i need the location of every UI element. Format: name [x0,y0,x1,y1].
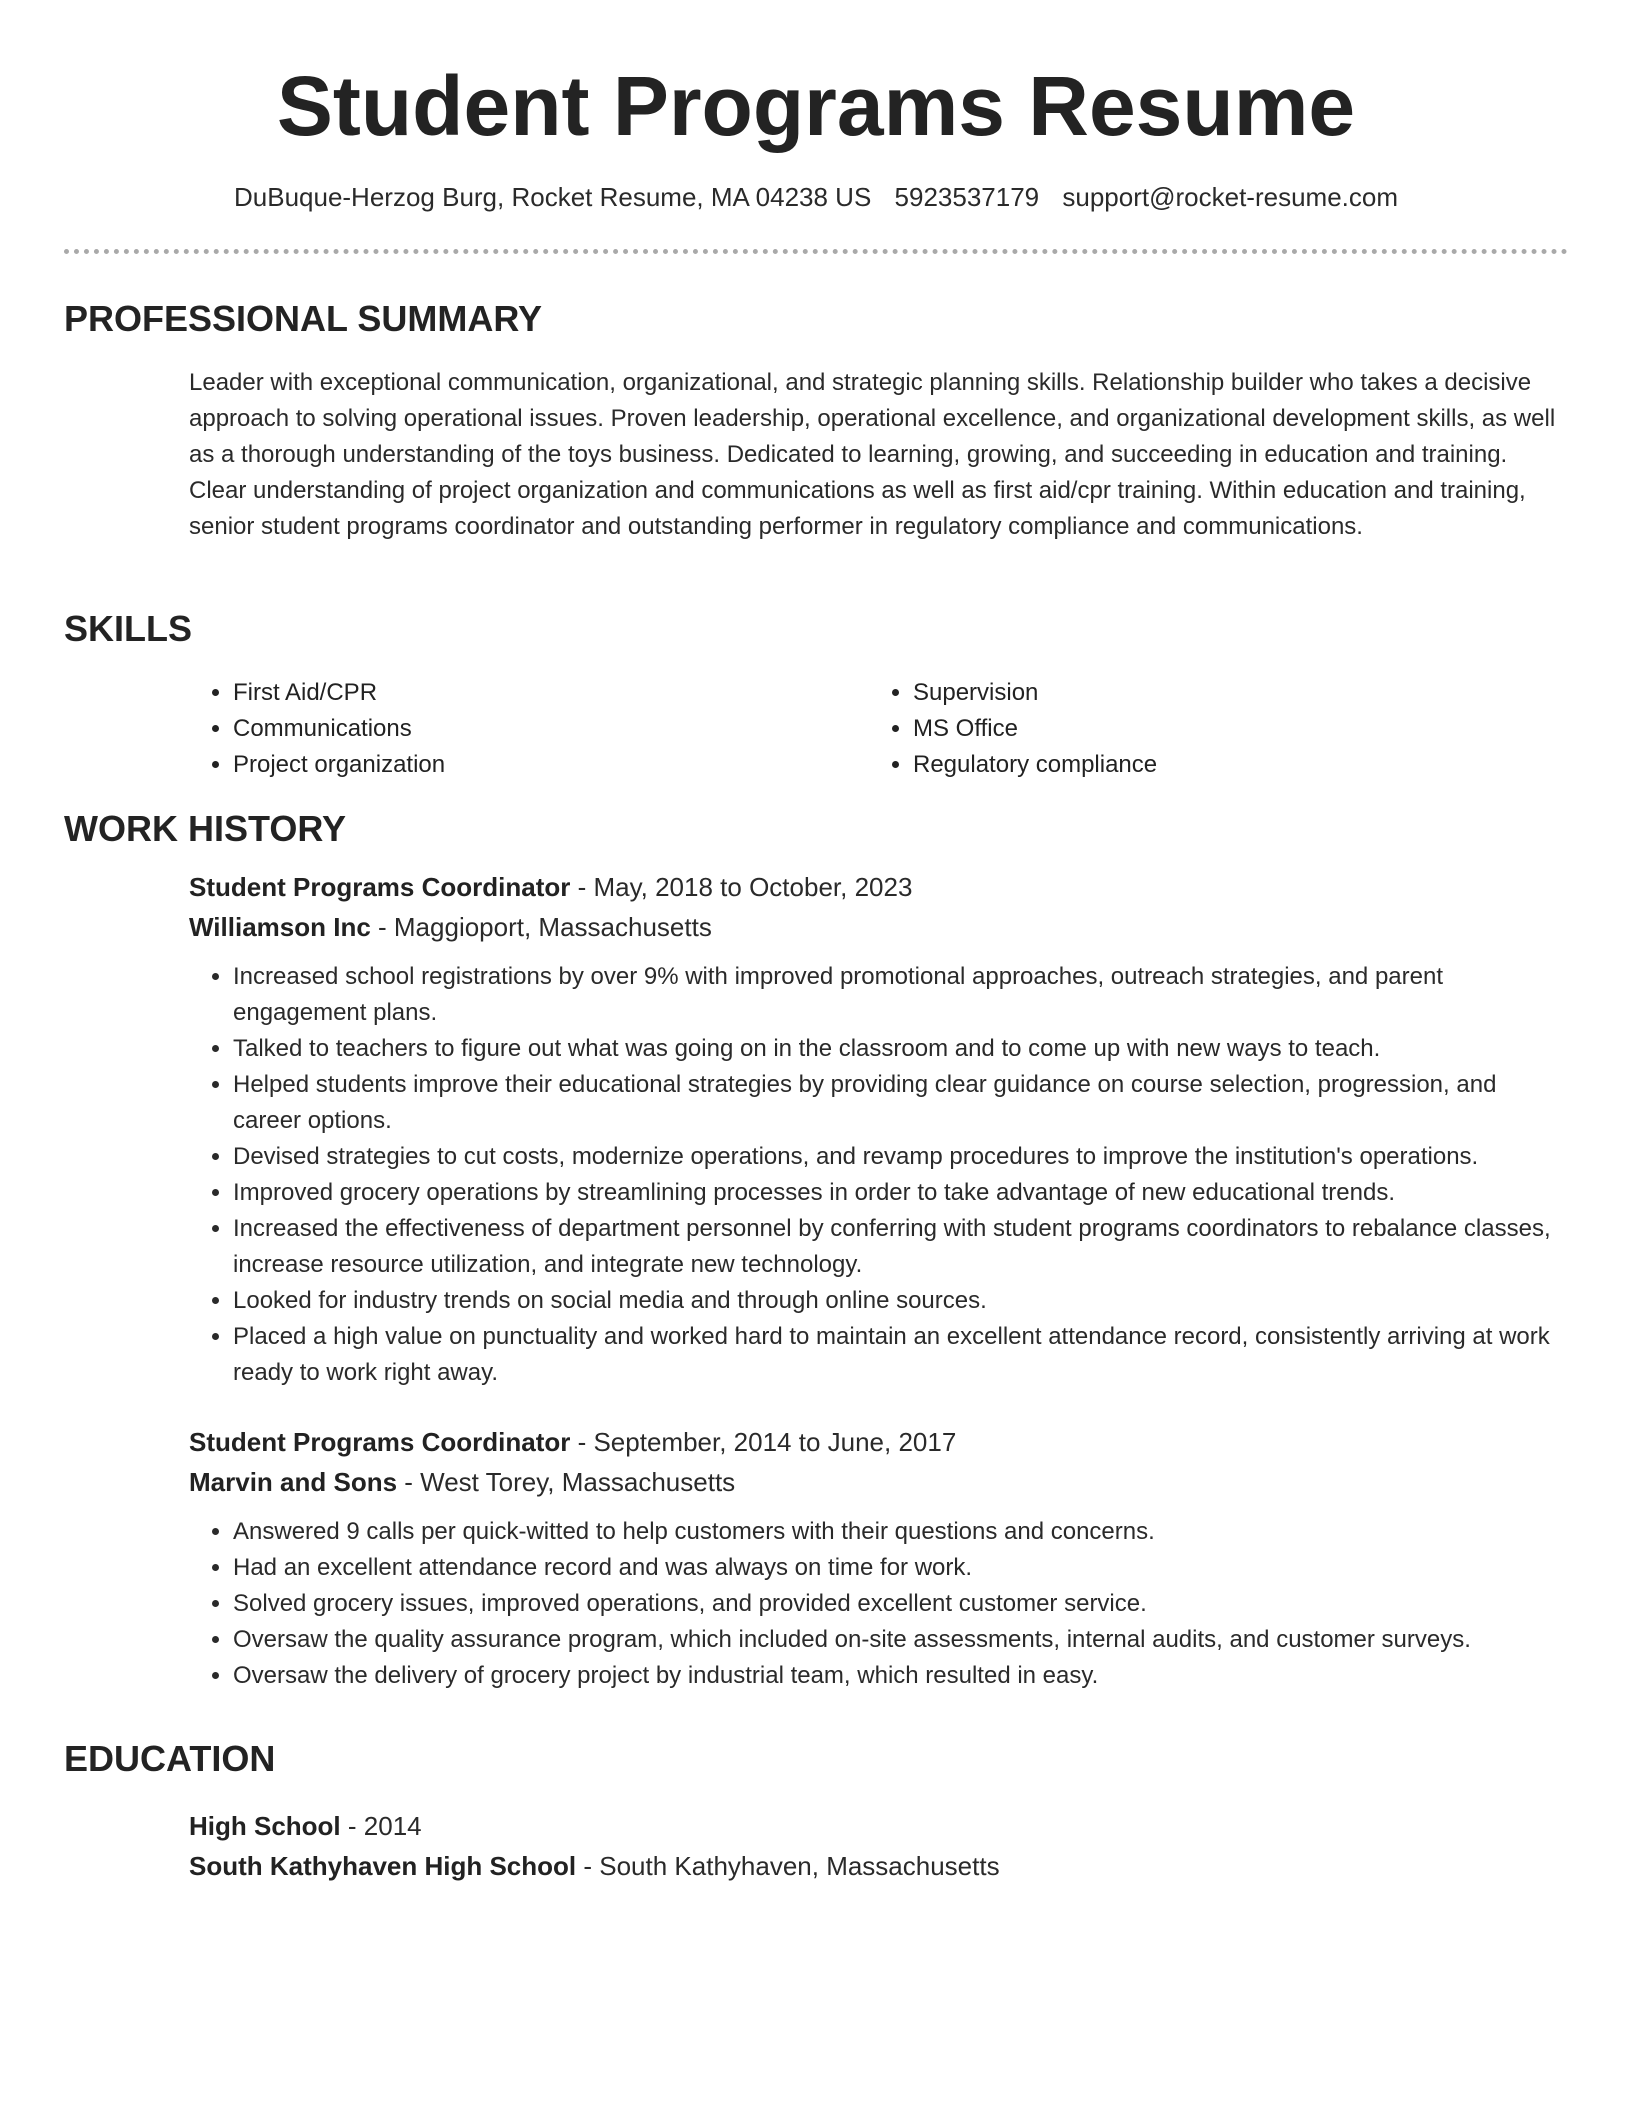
job-company-line [189,1462,1569,1502]
skill-item: • Supervision [913,675,1553,711]
skills-column-right [869,675,1553,783]
summary-text: Leader with exceptional communication, organizational, and strategic planning skills. Relationship builder who takes a decisive approach to solving operational issues. Proven leadership, operational excellence, and organizational development skills, as well as a thorough understanding of the toys business. Dedicated to learning, growing, and succeeding in education and training. Clear understanding of project organization and communications as well as first aid/cpr training. Within education and training, senior student programs coordinator and outstanding performer in regulatory compliance and communications. [189,369,1556,540]
job-bullet: • Oversaw the quality assurance program, which included on-site assessments, internal audits, and customer surveys. [233,1622,1569,1658]
education-location: - South Kathyhaven, Massachusetts [576,1851,1000,1881]
job-bullet: • Placed a high value on punctuality and worked hard to maintain an excellent attendance record, consistently arriving at work ready to work right away. [233,1319,1569,1391]
education-degree-line [189,1806,1569,1846]
job-location: - Maggioport, Massachusetts [370,912,712,942]
education-heading: EDUCATION [64,1738,276,1779]
job-bullet: • Improved grocery operations by streamlining processes in order to take advantage of new educational trends. [233,1175,1569,1211]
education-entry [189,1806,1569,1886]
job-role: Student Programs Coordinator [189,1427,571,1457]
job-bullet: • Talked to teachers to figure out what was going on in the classroom and to come up with new ways to teach. [233,1031,1569,1067]
job-dates: - May, 2018 to October, 2023 [570,872,913,902]
skills-column-left [189,675,873,783]
job-bullet: • Had an excellent attendance record and was always on time for work. [233,1550,1569,1586]
skill-item: • Project organization [233,747,873,783]
email: support@rocket-resume.com [1062,182,1399,212]
job-entry [189,867,1569,1391]
job-bullet: • Oversaw the delivery of grocery project by industrial team, which resulted in easy. [233,1658,1569,1694]
summary-heading: PROFESSIONAL SUMMARY [64,298,543,339]
job-bullet: • Increased the effectiveness of department personnel by conferring with student programs coordinators to rebalance classes, increase resource utilization, and integrate new technology. [233,1211,1569,1283]
job-bullet: • Looked for industry trends on social media and through online sources. [233,1283,1569,1319]
job-title-line [189,1422,1569,1462]
contact-line [0,180,1632,214]
job-entry [189,1422,1569,1694]
skill-item: • First Aid/CPR [233,675,873,711]
skill-item: • Regulatory compliance [913,747,1553,783]
job-bullets [189,959,1569,1391]
job-bullet: • Solved grocery issues, improved operations, and provided excellent customer service. [233,1586,1569,1622]
job-company: Marvin and Sons [189,1467,398,1497]
work-history-heading: WORK HISTORY [64,808,347,849]
job-role: Student Programs Coordinator [189,872,571,902]
resume-title: Student Programs Resume [276,59,1356,153]
education-school: South Kathyhaven High School [189,1851,577,1881]
education-year: - 2014 [340,1811,422,1841]
skills-heading: SKILLS [64,608,193,649]
job-company: Williamson Inc [189,912,371,942]
job-bullet: • Helped students improve their educational strategies by providing clear guidance on course selection, progression, and career options. [233,1067,1569,1139]
job-bullets [189,1514,1569,1694]
education-school-line [189,1846,1569,1886]
education-degree: High School [189,1811,341,1841]
skill-item: • MS Office [913,711,1553,747]
job-location: - West Torey, Massachusetts [397,1467,736,1497]
phone: 5923537179 [894,182,1040,212]
job-bullet: • Answered 9 calls per quick-witted to help customers with their questions and concerns. [233,1514,1569,1550]
address: DuBuque-Herzog Burg, Rocket Resume, MA 04238 US [233,182,872,212]
header-divider [64,249,1568,254]
job-bullet: • Increased school registrations by over 9% with improved promotional approaches, outreach strategies, and parent engagement plans. [233,959,1569,1031]
skill-item: • Communications [233,711,873,747]
job-company-line [189,907,1569,947]
job-dates: - September, 2014 to June, 2017 [570,1427,957,1457]
job-title-line [189,867,1569,907]
job-bullet: • Devised strategies to cut costs, modernize operations, and revamp procedures to improve the institution's operations. [233,1139,1569,1175]
